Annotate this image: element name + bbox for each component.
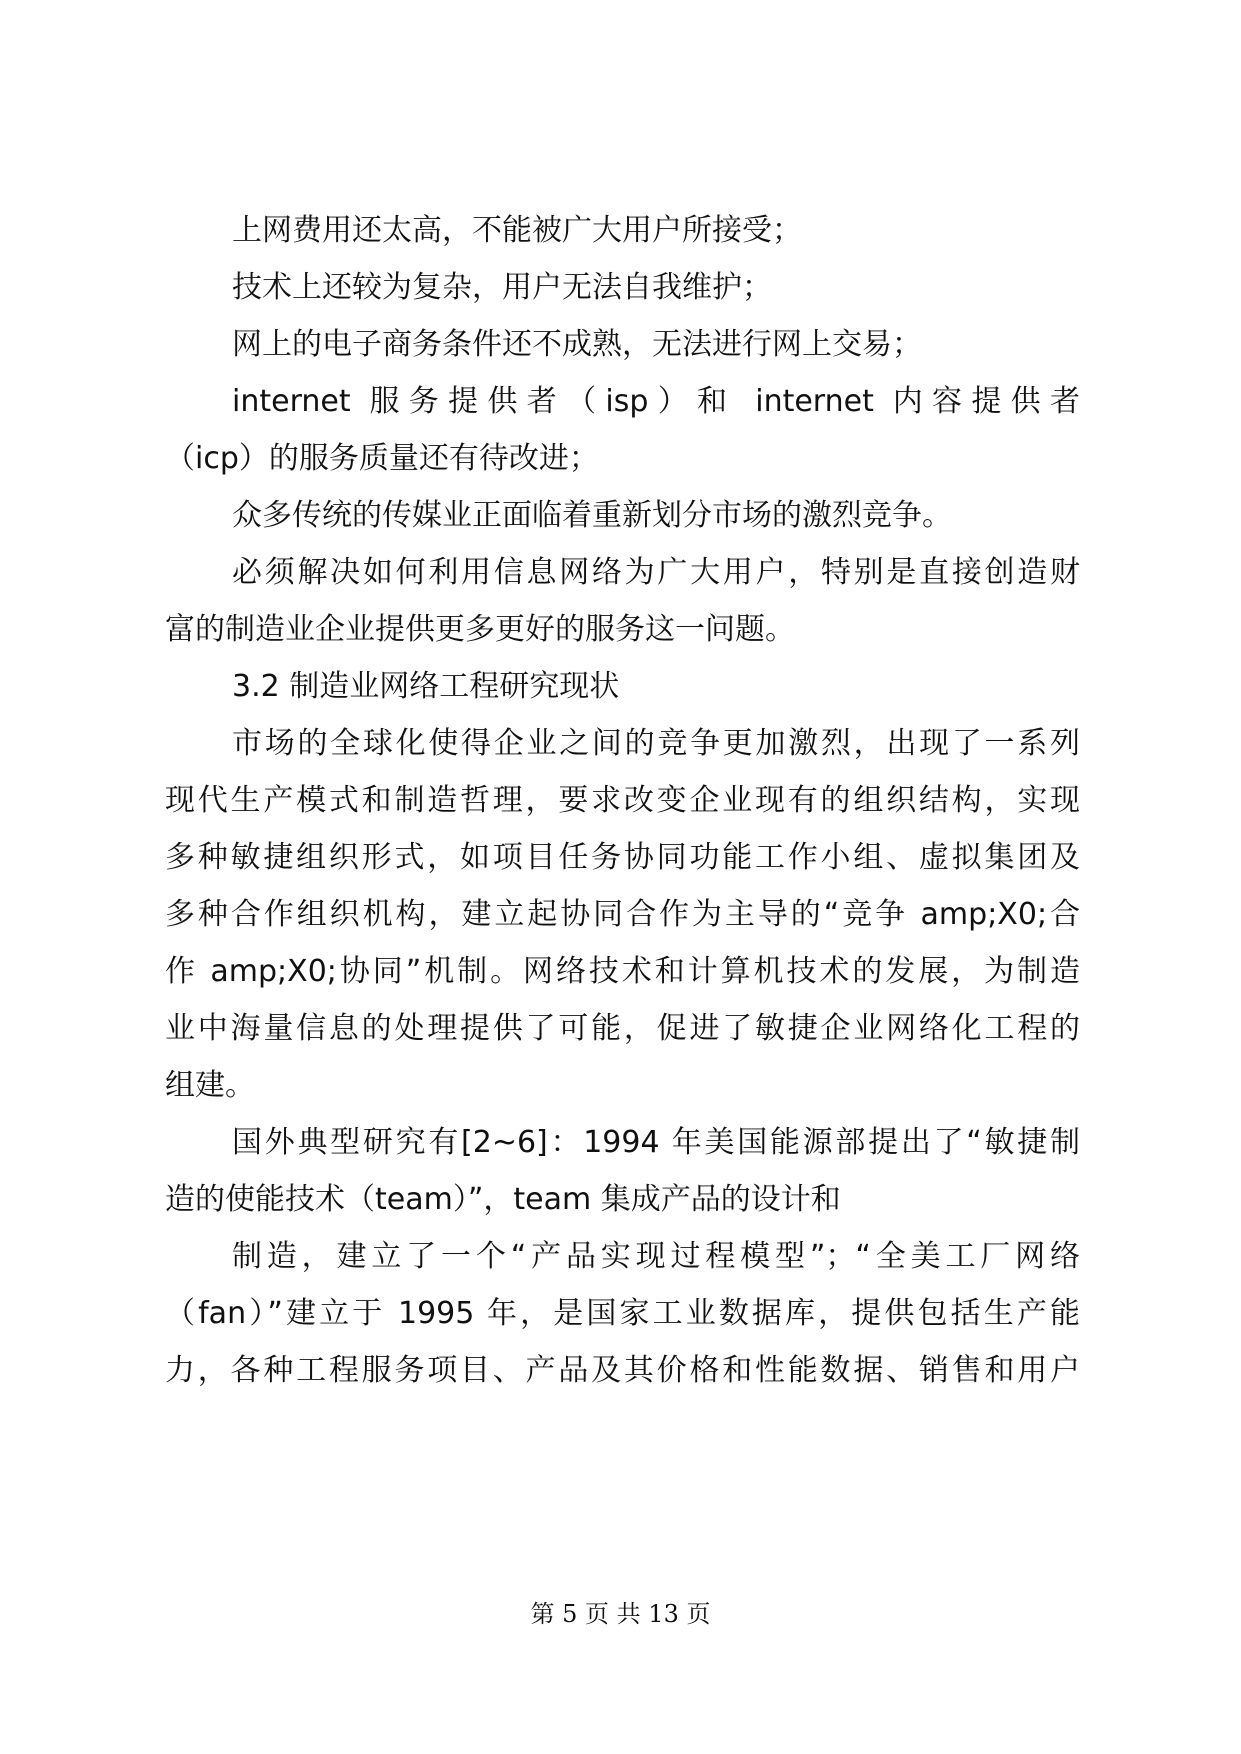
text-line-11: 现代生产模式和制造哲理，要求改变企业现有的组织结构，实现 — [165, 783, 1080, 818]
text-line-6: 众多传统的传媒业正面临着重新划分市场的激烈竞争。 — [232, 498, 952, 533]
text-line-10: 市场的全球化使得企业之间的竞争更加激烈，出现了一系列 — [232, 726, 1080, 761]
text-line-7: 必须解决如何利用信息网络为广大用户，特别是直接创造财 — [232, 555, 1080, 590]
text-line-17: 国外典型研究有[2~6]：1994 年美国能源部提出了“敏捷制 — [232, 1125, 1080, 1160]
section-heading: 3.2 制造业网络工程研究现状 — [232, 669, 620, 704]
text-line-13: 多种合作组织机构，建立起协同合作为主导的“竞争 amp;X0;合 — [165, 897, 1080, 932]
text-line-4: internet 服务提供者（isp）和 internet 内容提供者 — [232, 384, 1080, 419]
text-line-3: 网上的电子商务条件还不成熟，无法进行网上交易； — [232, 327, 922, 362]
text-line-20: （fan）”建立于 1995 年，是国家工业数据库，提供包括生产能 — [165, 1296, 1080, 1331]
text-line-18: 造的使能技术（team）”，team 集成产品的设计和 — [165, 1182, 841, 1217]
text-line-19: 制造，建立了一个“产品实现过程模型”；“全美工厂网络 — [232, 1239, 1080, 1274]
text-line-8: 富的制造业企业提供更多更好的服务这一问题。 — [165, 612, 795, 647]
text-line-5: （icp）的服务质量还有待改进； — [165, 441, 599, 476]
text-line-15: 业中海量信息的处理提供了可能，促进了敏捷企业网络化工程的 — [165, 1011, 1080, 1046]
text-line-2: 技术上还较为复杂，用户无法自我维护； — [232, 270, 772, 305]
text-line-12: 多种敏捷组织形式，如项目任务协同功能工作小组、虚拟集团及 — [165, 840, 1080, 875]
text-line-1: 上网费用还太高，不能被广大用户所接受； — [232, 213, 802, 248]
text-line-14: 作 amp;X0;协同”机制。网络技术和计算机技术的发展，为制造 — [165, 954, 1080, 989]
page-number-footer: 第 5 页 共 13 页 — [530, 1600, 711, 1628]
text-line-21: 力，各种工程服务项目、产品及其价格和性能数据、销售和用户 — [165, 1353, 1080, 1388]
text-line-16: 组建。 — [165, 1068, 255, 1103]
